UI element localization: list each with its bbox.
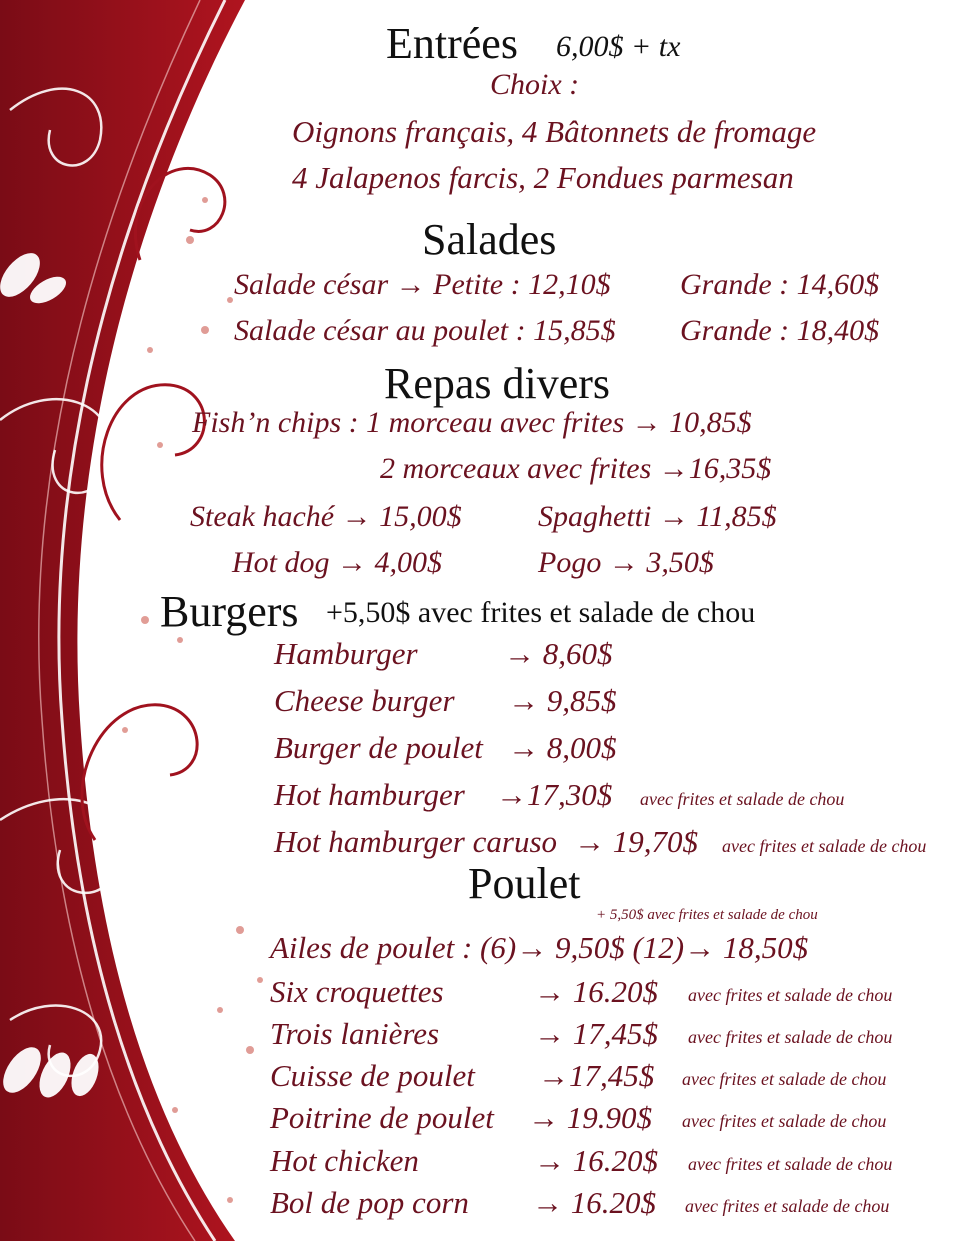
burger-note: avec frites et salade de chou bbox=[722, 836, 927, 856]
poulet-name: Bol de pop corn bbox=[270, 1185, 469, 1220]
poulet-name: Poitrine de poulet bbox=[270, 1100, 494, 1135]
poulet-price: →17,45$ bbox=[538, 1058, 655, 1093]
spaghetti-item: Spaghetti → 11,85$ bbox=[538, 500, 777, 533]
burger-name: Hot hamburger bbox=[274, 777, 465, 812]
repas-divers-title: Repas divers bbox=[384, 359, 611, 408]
burger-name: Hot hamburger caruso bbox=[274, 824, 558, 859]
poulet-price: → 16.20$ bbox=[532, 1185, 656, 1220]
fish-n-chips-1: Fish’n chips : 1 morceau avec frites → 10,85$ bbox=[192, 406, 752, 439]
salade-cesar-poulet-grande: Grande : 18,40$ bbox=[680, 314, 880, 347]
ailes-de-poulet-item: Ailes de poulet : (6)→ 9,50$ (12)→ 18,50$ bbox=[270, 930, 809, 965]
salades-title: Salades bbox=[422, 215, 557, 264]
entrees-title: Entrées bbox=[386, 19, 518, 68]
entrees-choices-line1: Oignons français, 4 Bâtonnets de fromage bbox=[292, 114, 817, 149]
steak-hache-item: Steak haché → 15,00$ bbox=[190, 500, 462, 533]
salade-cesar-grande: Grande : 14,60$ bbox=[680, 268, 880, 301]
poulet-price: → 17,45$ bbox=[534, 1016, 658, 1051]
poulet-title: Poulet bbox=[468, 859, 581, 908]
burger-name: Burger de poulet bbox=[274, 730, 483, 765]
salade-cesar-poulet-item: Salade césar au poulet : 15,85$ bbox=[234, 314, 616, 347]
burger-price: →17,30$ bbox=[496, 777, 613, 812]
entrees-choix-label: Choix : bbox=[490, 68, 580, 101]
poulet-name: Hot chicken bbox=[270, 1143, 419, 1178]
fish-n-chips-2: 2 morceaux avec frites →16,35$ bbox=[380, 452, 772, 485]
burgers-note: +5,50$ avec frites et salade de chou bbox=[326, 596, 756, 629]
burger-price: → 9,85$ bbox=[508, 683, 617, 718]
poulet-price: → 19.90$ bbox=[528, 1100, 652, 1135]
burger-name: Cheese burger bbox=[274, 683, 455, 718]
poulet-note-item: avec frites et salade de chou bbox=[685, 1196, 890, 1216]
poulet-note-item: avec frites et salade de chou bbox=[688, 1154, 893, 1174]
burger-price: → 8,60$ bbox=[504, 636, 613, 671]
poulet-note-item: avec frites et salade de chou bbox=[682, 1069, 887, 1089]
poulet-price: → 16.20$ bbox=[534, 974, 658, 1009]
poulet-note-item: avec frites et salade de chou bbox=[682, 1111, 887, 1131]
poulet-name: Cuisse de poulet bbox=[270, 1058, 475, 1093]
poulet-name: Trois lanières bbox=[270, 1016, 440, 1051]
entrees-price: 6,00$ + tx bbox=[556, 30, 681, 63]
pogo-item: Pogo → 3,50$ bbox=[538, 546, 714, 579]
burger-name: Hamburger bbox=[274, 636, 418, 671]
burger-price: → 19,70$ bbox=[574, 824, 698, 859]
poulet-name: Six croquettes bbox=[270, 974, 444, 1009]
poulet-note-item: avec frites et salade de chou bbox=[688, 985, 893, 1005]
burgers-title: Burgers bbox=[160, 587, 299, 636]
burger-price: → 8,00$ bbox=[508, 730, 617, 765]
poulet-note-item: avec frites et salade de chou bbox=[688, 1027, 893, 1047]
entrees-choices-line2: 4 Jalapenos farcis, 2 Fondues parmesan bbox=[292, 160, 794, 195]
burger-note: avec frites et salade de chou bbox=[640, 789, 845, 809]
hot-dog-item: Hot dog → 4,00$ bbox=[232, 546, 442, 579]
poulet-price: → 16.20$ bbox=[534, 1143, 658, 1178]
salade-cesar-item: Salade césar → Petite : 12,10$ bbox=[234, 268, 611, 301]
poulet-note: + 5,50$ avec frites et salade de chou bbox=[596, 907, 818, 923]
